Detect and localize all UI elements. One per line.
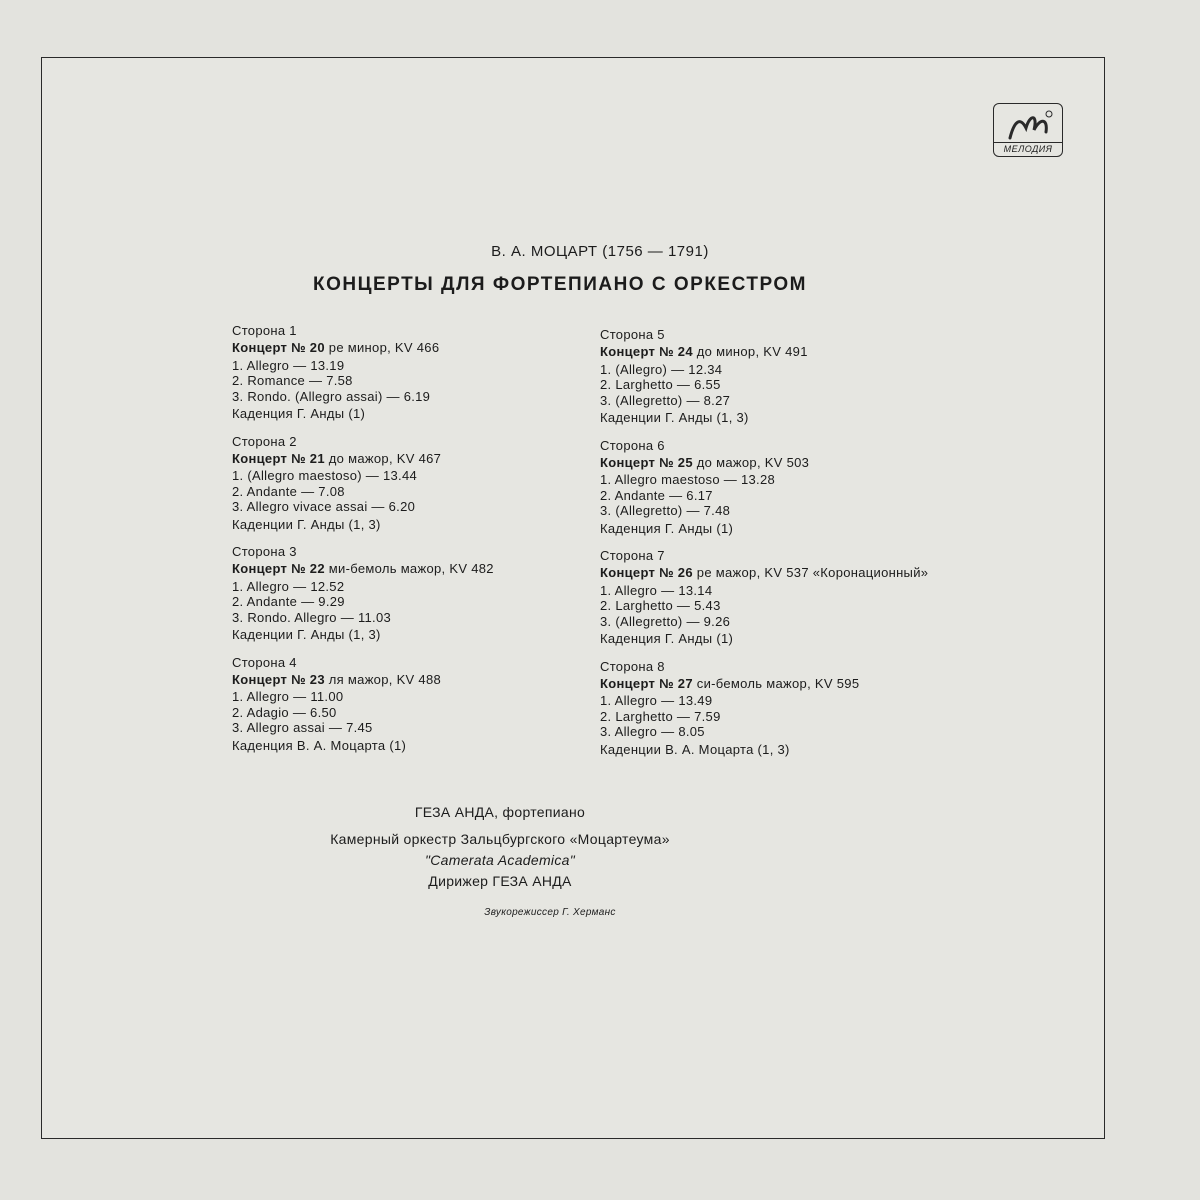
- concerto-title: [232, 561, 494, 577]
- side-label: Сторона 8: [600, 658, 665, 674]
- concerto-title: [232, 340, 494, 356]
- movement: 2. Andante — 9.29: [232, 594, 345, 609]
- movement: 3. (Allegretto) — 7.48: [600, 503, 731, 518]
- concerto-number: Концерт № 22: [232, 561, 325, 576]
- movement: 2. Adagio — 6.50: [232, 704, 337, 720]
- movement: 1. Allegro — 13.14: [600, 582, 713, 598]
- side-block: [232, 434, 494, 533]
- concerto-title: [232, 672, 494, 688]
- cadenza-note: Каденции В. А. Моцарта (1, 3): [600, 741, 790, 757]
- cadenza-note: Каденции Г. Анды (1, 3): [232, 627, 381, 642]
- concerto-title: [600, 676, 928, 692]
- cadenza-note: Каденция Г. Анды (1): [600, 631, 734, 646]
- side-block: [600, 659, 928, 758]
- movement: 2. Larghetto — 7.59: [600, 708, 721, 724]
- ensemble-credit: "Camerata Academica": [424, 852, 576, 868]
- sleeve-frame: [41, 57, 1105, 1139]
- performer-credits: [0, 802, 1000, 892]
- concerto-title: [600, 344, 928, 360]
- melodiya-logo: [993, 103, 1063, 157]
- logo-text: МЕЛОДИЯ: [994, 142, 1062, 155]
- movement: 3. (Allegretto) — 8.27: [600, 392, 731, 408]
- movement: 1. Allegro — 12.52: [232, 578, 345, 594]
- concerto-key: си-бемоль мажор, KV 595: [692, 675, 860, 691]
- side-label: Сторона 6: [600, 437, 665, 453]
- movement: 2. Romance — 7.58: [232, 373, 353, 388]
- side-label: Сторона 2: [232, 433, 297, 449]
- movement: 2. Larghetto — 6.55: [600, 377, 721, 392]
- side-block: [600, 548, 928, 647]
- movement: 1. Allegro — 11.00: [232, 689, 344, 704]
- concerto-number: Концерт № 24: [600, 344, 693, 359]
- side-label: Сторона 7: [600, 548, 665, 563]
- pianist-credit: ГЕЗА АНДА, фортепиано: [414, 804, 586, 820]
- concerto-key: до мажор, KV 503: [692, 454, 810, 470]
- side-label: Сторона 4: [232, 654, 297, 670]
- movement: 3. (Allegretto) — 9.26: [600, 613, 731, 629]
- cadenza-note: Каденции Г. Анды (1, 3): [232, 516, 381, 532]
- cadenza-note: Каденция В. А. Моцарта (1): [232, 737, 407, 753]
- side-label: Сторона 1: [232, 323, 297, 338]
- cadenza-note: Каденция Г. Анды (1): [600, 520, 734, 536]
- movement: 2. Andante — 6.17: [600, 487, 713, 503]
- cadenza-note: Каденции Г. Анды (1, 3): [600, 410, 749, 425]
- movement: 3. Allegro assai — 7.45: [232, 720, 373, 735]
- side-block: [232, 323, 494, 422]
- side-block: [600, 438, 928, 537]
- movement: 1. (Allegro maestoso) — 13.44: [232, 468, 418, 483]
- sound-engineer-credit: Звукорежиссер Г. Херманс: [484, 907, 616, 918]
- concerto-key: ре мажор, KV 537 «Коронационный»: [692, 565, 929, 580]
- movement: 2. Andante — 7.08: [232, 483, 345, 499]
- side-block: [232, 655, 494, 754]
- concerto-number: Концерт № 25: [600, 454, 693, 470]
- concerto-number: Концерт № 26: [600, 565, 693, 580]
- melodiya-logo-icon: [1004, 108, 1054, 142]
- cadenza-note: Каденция Г. Анды (1): [232, 406, 366, 421]
- concerto-title: [600, 455, 928, 471]
- concerto-key: до минор, KV 491: [692, 344, 808, 359]
- concerto-number: Концерт № 23: [232, 671, 325, 687]
- movement: 3. Rondo. (Allegro assai) — 6.19: [232, 388, 431, 404]
- album-title: КОНЦЕРТЫ ДЛЯ ФОРТЕПИАНО С ОРКЕСТРОМ: [313, 274, 807, 295]
- track-column-right: [600, 327, 928, 769]
- side-label: Сторона 3: [232, 544, 297, 559]
- movement: 3. Rondo. Allegro — 11.03: [232, 609, 392, 625]
- movement: 2. Larghetto — 5.43: [600, 598, 721, 613]
- concerto-key: ми-бемоль мажор, KV 482: [324, 561, 494, 576]
- side-block: [600, 327, 928, 426]
- concerto-key: ре минор, KV 466: [324, 340, 440, 355]
- conductor-credit: Дирижер ГЕЗА АНДА: [428, 873, 572, 889]
- composer-heading: В. А. МОЦАРТ (1756 — 1791): [491, 243, 709, 260]
- concerto-number: Концерт № 21: [232, 450, 325, 466]
- movement: 3. Allegro vivace assai — 6.20: [232, 499, 416, 514]
- movement: 3. Allegro — 8.05: [600, 724, 705, 739]
- concerto-key: до мажор, KV 467: [324, 450, 442, 466]
- movement: 1. Allegro — 13.19: [232, 357, 345, 373]
- orchestra-credit: Камерный оркестр Зальцбургского «Моцартеума»: [330, 831, 670, 847]
- movement: 1. Allegro — 13.49: [600, 693, 713, 708]
- concerto-title: [600, 565, 928, 581]
- movement: 1. Allegro maestoso — 13.28: [600, 472, 776, 487]
- concerto-title: [232, 451, 494, 467]
- side-block: [232, 544, 494, 643]
- concerto-number: Концерт № 20: [232, 340, 325, 355]
- side-label: Сторона 5: [600, 327, 665, 342]
- concerto-key: ля мажор, KV 488: [324, 671, 442, 687]
- track-column-left: [232, 323, 494, 765]
- movement: 1. (Allegro) — 12.34: [600, 361, 723, 377]
- concerto-number: Концерт № 27: [600, 675, 693, 691]
